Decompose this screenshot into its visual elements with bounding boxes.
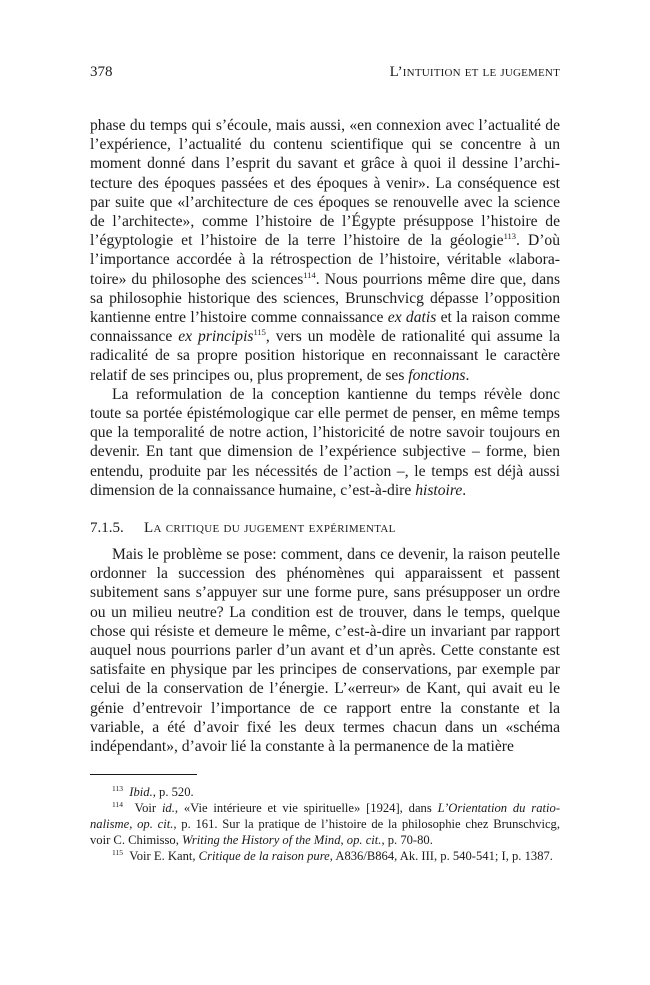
text-segment: , p. 70-80. <box>381 833 433 847</box>
footnote-115 <box>90 848 560 864</box>
text-segment: Voir <box>134 801 162 815</box>
footnote-ref-115: 115 <box>253 327 266 338</box>
footnote-113 <box>90 784 560 800</box>
italic-term: ex principis <box>178 328 254 346</box>
text-segment: , A836/B864, Ak. III, p. 540-541; I, p. 1387. <box>329 849 553 863</box>
footnote-number: 114 <box>112 799 123 809</box>
footnote-number: 113 <box>112 783 123 793</box>
footnote-114 <box>90 800 560 848</box>
section-title: La critique du jugement expérimental <box>144 520 396 537</box>
page-number: 378 <box>90 64 113 80</box>
text-segment: et la raison comme connaissance <box>90 309 561 346</box>
italic-term: L’Orientation du rationalisme <box>90 801 561 831</box>
footnote-number: 115 <box>112 847 123 857</box>
footnote-ref-114: 114 <box>303 269 316 280</box>
footnote-ref-113: 113 <box>503 231 516 242</box>
italic-term: op. cit. <box>137 817 174 831</box>
italic-term: Writing the History of the Mind <box>182 833 341 847</box>
text-segment: . <box>462 481 467 499</box>
text-segment: , p. 520. <box>152 785 194 799</box>
text-segment: , p. 161. Sur la pratique de l’histoire de la philosophie chez Brunschvicg, voir C. Chimisso, <box>90 817 560 847</box>
section-heading <box>90 519 560 538</box>
text-segment: , <box>340 833 347 847</box>
footnotes <box>90 784 560 864</box>
paragraph-2 <box>90 385 560 500</box>
text-segment: . Nous pourrions même dire que, dans sa philosophie historique des sciences, Brunschvicg dépasse l’opposition kantienne entre l’histoire comme connaissance <box>90 270 561 327</box>
paragraph-3: Mais le problème se pose: comment, dans ce devenir, la raison peutelle ordonner la succession des phénomènes qui apparaissent et passent subitement sans s’appuyer sur une forme pure, sans présupposer un ordre ou un milieu neutre? La condition est de trouver, dans le temps, quelque chose qui résiste et demeure le même, c’est-à-dire un invariant par rapport auquel nous pourrions parler d’un avant et d’un après. Cette constante est satisfaite en physique par les principes de conservations, par exemple par celui de la conservation de l’énergie. L’«erreur» de Kant, qui avait eu le génie d’entrevoir l’importance de ce rapport entre la constante et la variable, a été d’avoir fixé les deux termes chacun dans un «schéma indépendant», d’avoir lié la constante à la permanence de la matière <box>90 546 560 756</box>
text-segment: , vers un modèle de rationalité qui assume la radicalité de sa propre position historique en reconnaissant le caractère relatif de ses principes ou, plus proprement, de ses <box>90 328 560 384</box>
italic-term: Ibid. <box>129 785 153 799</box>
italic-term: histoire <box>415 481 463 499</box>
italic-term: Critique de la raison pure <box>198 849 330 863</box>
text-segment: , «Vie intérieure et vie spirituelle» [1924], dans <box>174 801 438 815</box>
main-text <box>90 116 560 756</box>
paragraph-1 <box>90 116 560 385</box>
text-segment: Voir E. Kant, <box>129 849 199 863</box>
text-segment: . D’où l’importance accordée à la rétrospection de l’histoire, véritable «laboratoire» du philosophe des sciences <box>90 232 560 288</box>
italic-term: op. cit. <box>346 833 382 847</box>
text-segment: . <box>465 366 470 384</box>
section-number: 7.1.5. <box>90 520 124 537</box>
italic-term: ex datis <box>387 309 437 327</box>
text-segment: phase du temps qui s’écoule, mais aussi, «en connexion avec l’actualité de l’expérience, l’actualité du contenu scientifique qui se concentre à un moment donné dans l’esprit du savant et grâce à quoi il dessine l’architecture des époques passées et des époques à venir». La conséquence est par suite que «l’architecture de ces époques se renouvelle avec la science de l’architecte», comme l’histoire de l’Égypte présuppose l’histoire de l’égyptologie et l’histoire de la terre l’histoire de la géologie <box>90 117 560 250</box>
text-segment: , <box>129 817 138 831</box>
italic-term: id. <box>161 801 175 815</box>
running-title: L’intuition et le jugement <box>389 64 560 80</box>
footnote-separator <box>90 774 197 775</box>
italic-term: fonctions <box>408 366 466 384</box>
text-segment: La reformulation de la conception kantienne du temps révèle donc toute sa portée épistémologique car elle permet de penser, en même temps que la temporalité de notre action, l’historicité de notre savoir toujours en devenir. En tant que dimension de l’expérience subjective – forme, bien entendu, produite par les nécessités de l’action –, le temps est déjà aussi dimension de la connaissance humaine, c’est-à-dire <box>90 385 560 499</box>
